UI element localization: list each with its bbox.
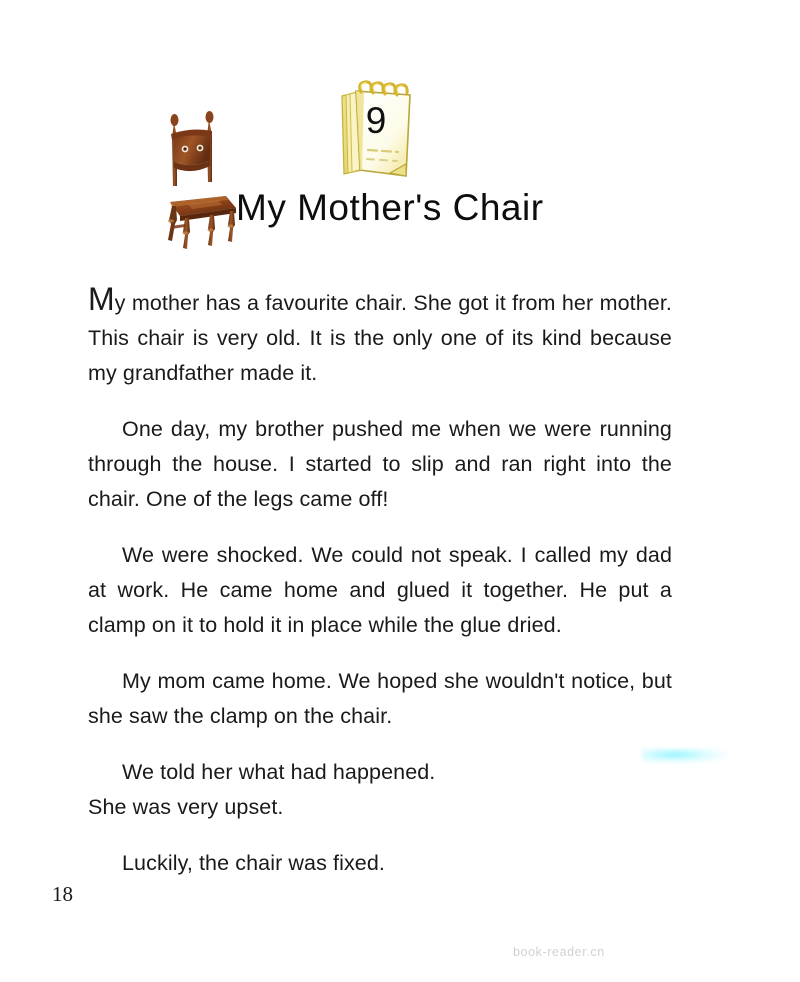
chapter-header [0,0,800,268]
paragraph-text: y mother has a favourite chair. She got it from her mother. This chair is very old. It is the only one of its kind because my grandfather made it. [88,291,672,385]
story-paragraph-4: My mom came home. We hoped she wouldn't notice, but she saw the clamp on the chair. [88,669,672,728]
paragraph-dropcap: M [88,281,115,317]
story-paragraph-6: Luckily, the chair was fixed. [122,851,385,875]
watermark: book-reader.cn [513,945,605,959]
chapter-number: 9 [365,100,387,141]
chapter-title: My Mother's Chair [236,187,544,228]
page-number: 18 [52,882,73,906]
story-paragraph-1 [88,281,672,391]
story-paragraph-5 [88,755,672,825]
flip-calendar-icon [328,76,424,184]
paragraph-line-2: She was very upset. [88,795,284,819]
antique-chair-icon [152,108,240,254]
story-body [88,281,672,881]
story-paragraph-3: We were shocked. We could not speak. I called my dad at work. He came home and glued it together. He put a clamp on it to hold it in place while the glue dried. [88,543,672,637]
story-paragraph-2: One day, my brother pushed me when we were running through the house. I started to slip and ran right into the chair. One of the legs came off! [88,417,672,511]
paragraph-line-1: We told her what had happened. [122,760,436,784]
